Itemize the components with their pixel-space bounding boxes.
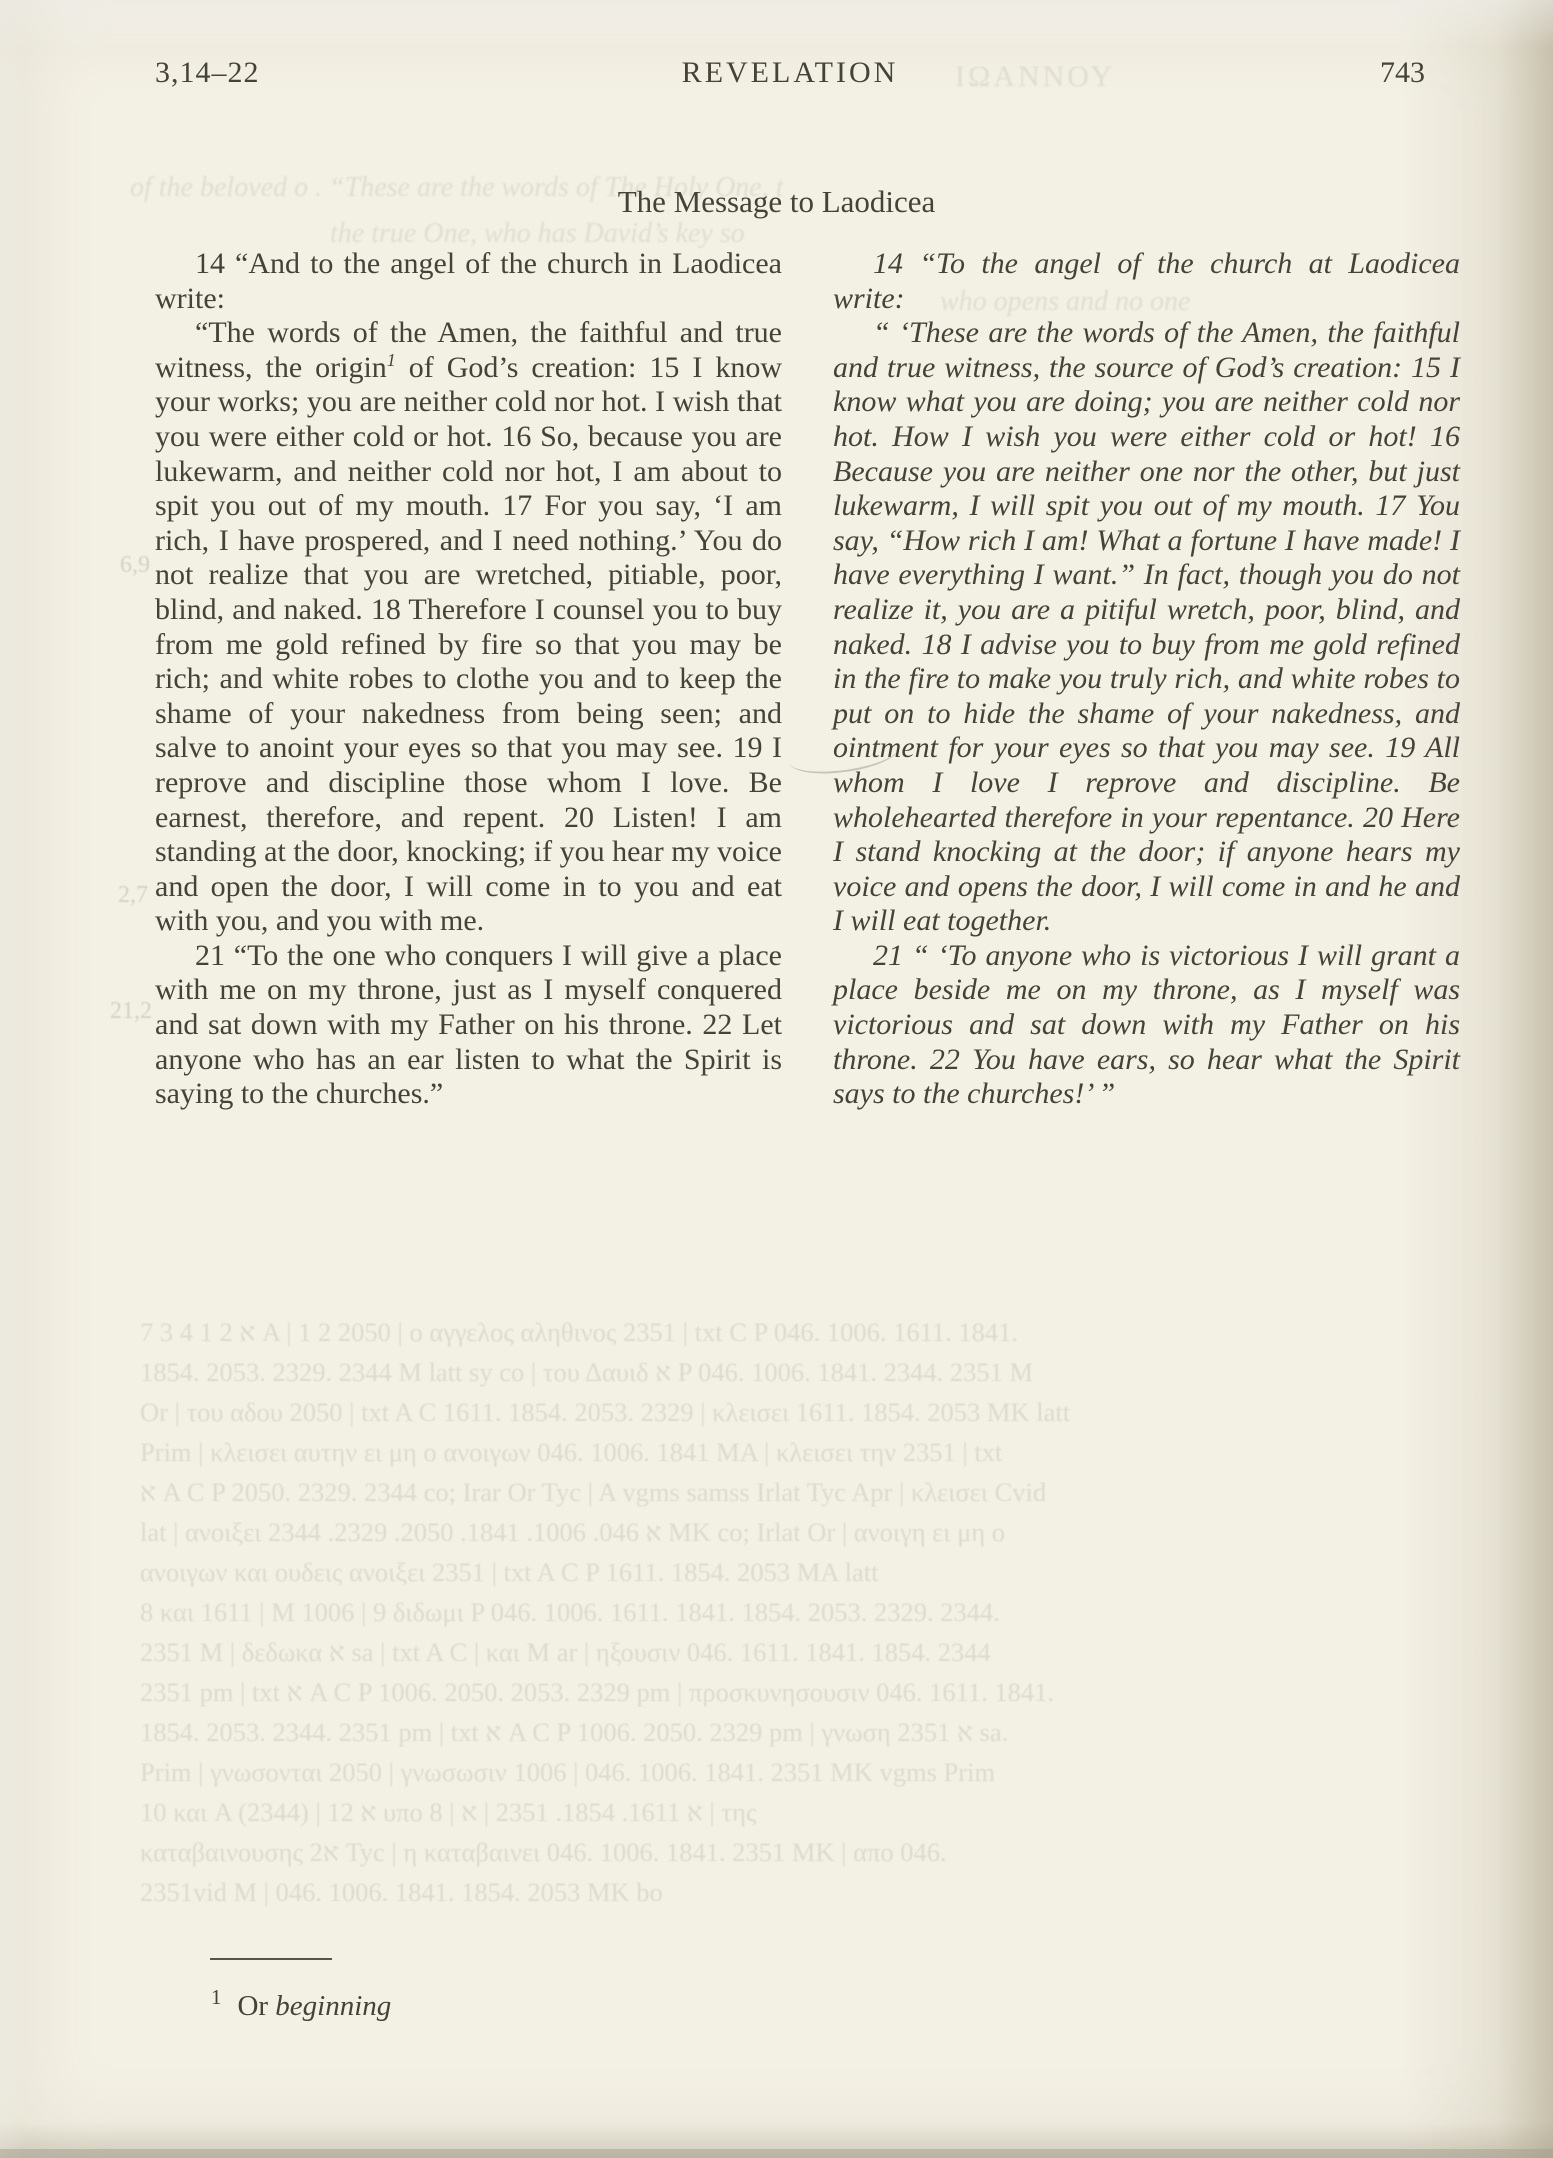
bleedthrough-apparatus-line: 1854. 2053. 2344. 2351 pm | txt א A C P 1006. 2050. 2329 pm | γνωση א 2351 sa. bbox=[140, 1717, 1009, 1747]
running-header bbox=[155, 56, 1425, 96]
left-paragraph-v15-20 bbox=[155, 316, 782, 939]
left-column bbox=[155, 247, 782, 1112]
bleedthrough-apparatus-line: 2351 pm | txt א A C P 1006. 2050. 2053. 2329 pm | προσκυνησουσιν 046. 1611. 1841. bbox=[140, 1677, 1054, 1707]
left-paragraph-text-after-footnote: of God’s creation: 15 I know your works; you are neither cold nor hot. I wish that you were either cold or hot. 16 So, because you are lukewarm, and neither cold nor hot, I am about to spit you out of my mouth. 17 For you say, ‘I am rich, I have prospered, and I need nothing.’ You do not realize that you are wretched, pitiable, poor, blind, and naked. 18 Therefore I counsel you to buy from me gold refined by fire so that you may be rich; and white robes to clothe you and to keep the shame of your nakedness from being seen; and salve to anoint your eyes so that you may see. 19 I reprove and discipline those whom I love. Be earnest, therefore, and repent. 20 Listen! I am standing at the door, knocking; if you hear my voice and open the door, I will come in to you and eat with you, and you with me. bbox=[155, 350, 782, 938]
bleedthrough-fragment: the true One, who has David’s key so bbox=[330, 218, 745, 249]
bleedthrough-apparatus-line: καταβαινουσης א2 Tyc | η καταβαινει 046. 1006. 1841. 2351 MK | απο 046. bbox=[140, 1837, 947, 1867]
bleedthrough-apparatus-line: lat | ανοιξει א 046. 1006. 1841. 2050. 2329. 2344 MK co; Irlat Or | ανοιγη ει μη ο bbox=[140, 1517, 1006, 1547]
right-paragraph-v21-22: 21 “ ‘To anyone who is victorious I will grant a place beside me on my throne, as I myself was victorious and sat down with my Father on his throne. 22 You have ears, so hear what the Spirit says to the churches!’ ” bbox=[833, 938, 1460, 1111]
bleedthrough-apparatus-line: ανοιγων και ουδεις ανοιξει 2351 | txt A C P 1611. 1854. 2053 MA latt bbox=[140, 1557, 879, 1587]
margin-mark: 6,9 bbox=[120, 552, 150, 578]
left-paragraph-text-before-footnote: “The words of the Amen, the faithful and true witness, the origin bbox=[155, 316, 782, 384]
bleedthrough-apparatus-line: 7 3 4 1 2 א A | 1 2 2050 | ο αγγελος αληθινος 2351 | txt C P 046. 1006. 1611. 1841. bbox=[140, 1317, 1019, 1347]
footnote-marker: 1 bbox=[211, 1985, 222, 2010]
right-column bbox=[833, 247, 1460, 1112]
footnote bbox=[211, 1985, 392, 2023]
footnote-text: Or bbox=[237, 1990, 276, 2022]
bleedthrough-apparatus-line: Prim | γνωσονται 2050 | γνωσωσιν 1006 | 046. 1006. 1841. 2351 MK vgms Prim bbox=[140, 1757, 996, 1787]
bleedthrough-fragment: who opens and no one bbox=[940, 286, 1191, 317]
verse-reference: 3,14–22 bbox=[155, 56, 260, 89]
right-paragraph-v15-20: “ ‘These are the words of the Amen, the faithful and true witness, the source of God’s creation: 15 I know what you are doing; you are neither cold nor hot. How I wish you were either cold or hot! 16 Because you are neither one nor the other, but just lukewarm, I will spit you out of my mouth. 17 You say, “How rich I am! What a fortune I have made! I have everything I want.” In fact, though you do not realize it, you are a pitiful wretch, poor, blind, and naked. 18 I advise you to buy from me gold refined in the fire to make you truly rich, and white robes to put on to hide the shame of your nakedness, and ointment for your eyes so that you may see. 19 All whom I love I reprove and discipline. Be wholehearted therefore in your repentance. 20 Here I stand knocking at the door; if anyone hears my voice and opens the door, I will come in and he and I will eat together. bbox=[833, 316, 1460, 938]
bleedthrough-apparatus-line: 2351vid M | 046. 1006. 1841. 1854. 2053 MK bo bbox=[140, 1877, 663, 1907]
margin-mark: 21,2 bbox=[110, 998, 152, 1024]
book-title: REVELATION bbox=[681, 56, 899, 89]
bleedthrough-apparatus-line: 10 και A (2344) | א 12 υπο א 1611. 1854. 2351 | א | 8 | της bbox=[140, 1797, 757, 1827]
bleedthrough-apparatus bbox=[140, 1312, 1475, 1912]
bleedthrough-apparatus-line: 8 και 1611 | M 1006 | 9 διδωμι P 046. 1006. 1611. 1841. 1854. 2053. 2329. 2344. bbox=[140, 1597, 1000, 1627]
left-paragraph-v14: 14 “And to the angel of the church in Laodicea write: bbox=[155, 247, 782, 315]
left-paragraph-v21-22: 21 “To the one who conquers I will give a place with me on my throne, just as I myself conquered and sat down with my Father on his throne. 22 Let anyone who has an ear listen to what the Spirit is saying to the churches.” bbox=[155, 938, 782, 1111]
bleedthrough-apparatus-line: Or | του αδου 2050 | txt A C 1611. 1854. 2053. 2329 | κλεισει 1611. 1854. 2053 MK latt bbox=[140, 1397, 1071, 1427]
page-bottom-edge bbox=[0, 2149, 1553, 2158]
footnote-divider bbox=[210, 1958, 332, 1960]
margin-mark: 2,7 bbox=[118, 882, 148, 908]
right-paragraph-v14: 14 “To the angel of the church at Laodicea write: bbox=[833, 247, 1460, 315]
bleedthrough-apparatus-line: 2351 M | δεδωκα א sa | txt A C | και M ar | ηξουσιν 046. 1611. 1841. 1854. 2344 bbox=[140, 1637, 991, 1667]
bleedthrough-apparatus-line: א A C P 2050. 2329. 2344 co; Irar Or Tyc | A vgms samss Irlat Tyc Apr | κλεισει Cvid bbox=[140, 1477, 1047, 1507]
bleedthrough-apparatus-line: Prim | κλεισει αυτην ει μη ο ανοιγων 046. 1006. 1841 MA | κλεισει την 2351 | txt bbox=[140, 1437, 1003, 1467]
bleedthrough-apparatus-line: 1854. 2053. 2329. 2344 M latt sy co | του Δαυιδ א P 046. 1006. 1841. 2344. 2351 M bbox=[140, 1357, 1034, 1387]
footnote-reference-marker: 1 bbox=[386, 349, 396, 370]
bleedthrough-fragment: ΙΩΑΝΝΟΥ bbox=[955, 60, 1116, 93]
footnote-term: beginning bbox=[275, 1990, 392, 2022]
section-heading: The Message to Laodicea bbox=[617, 184, 936, 219]
bleedthrough-fragment: of the beloved o . “These are the words of The Holy One, t bbox=[130, 172, 784, 203]
page-number: 743 bbox=[1380, 56, 1425, 89]
